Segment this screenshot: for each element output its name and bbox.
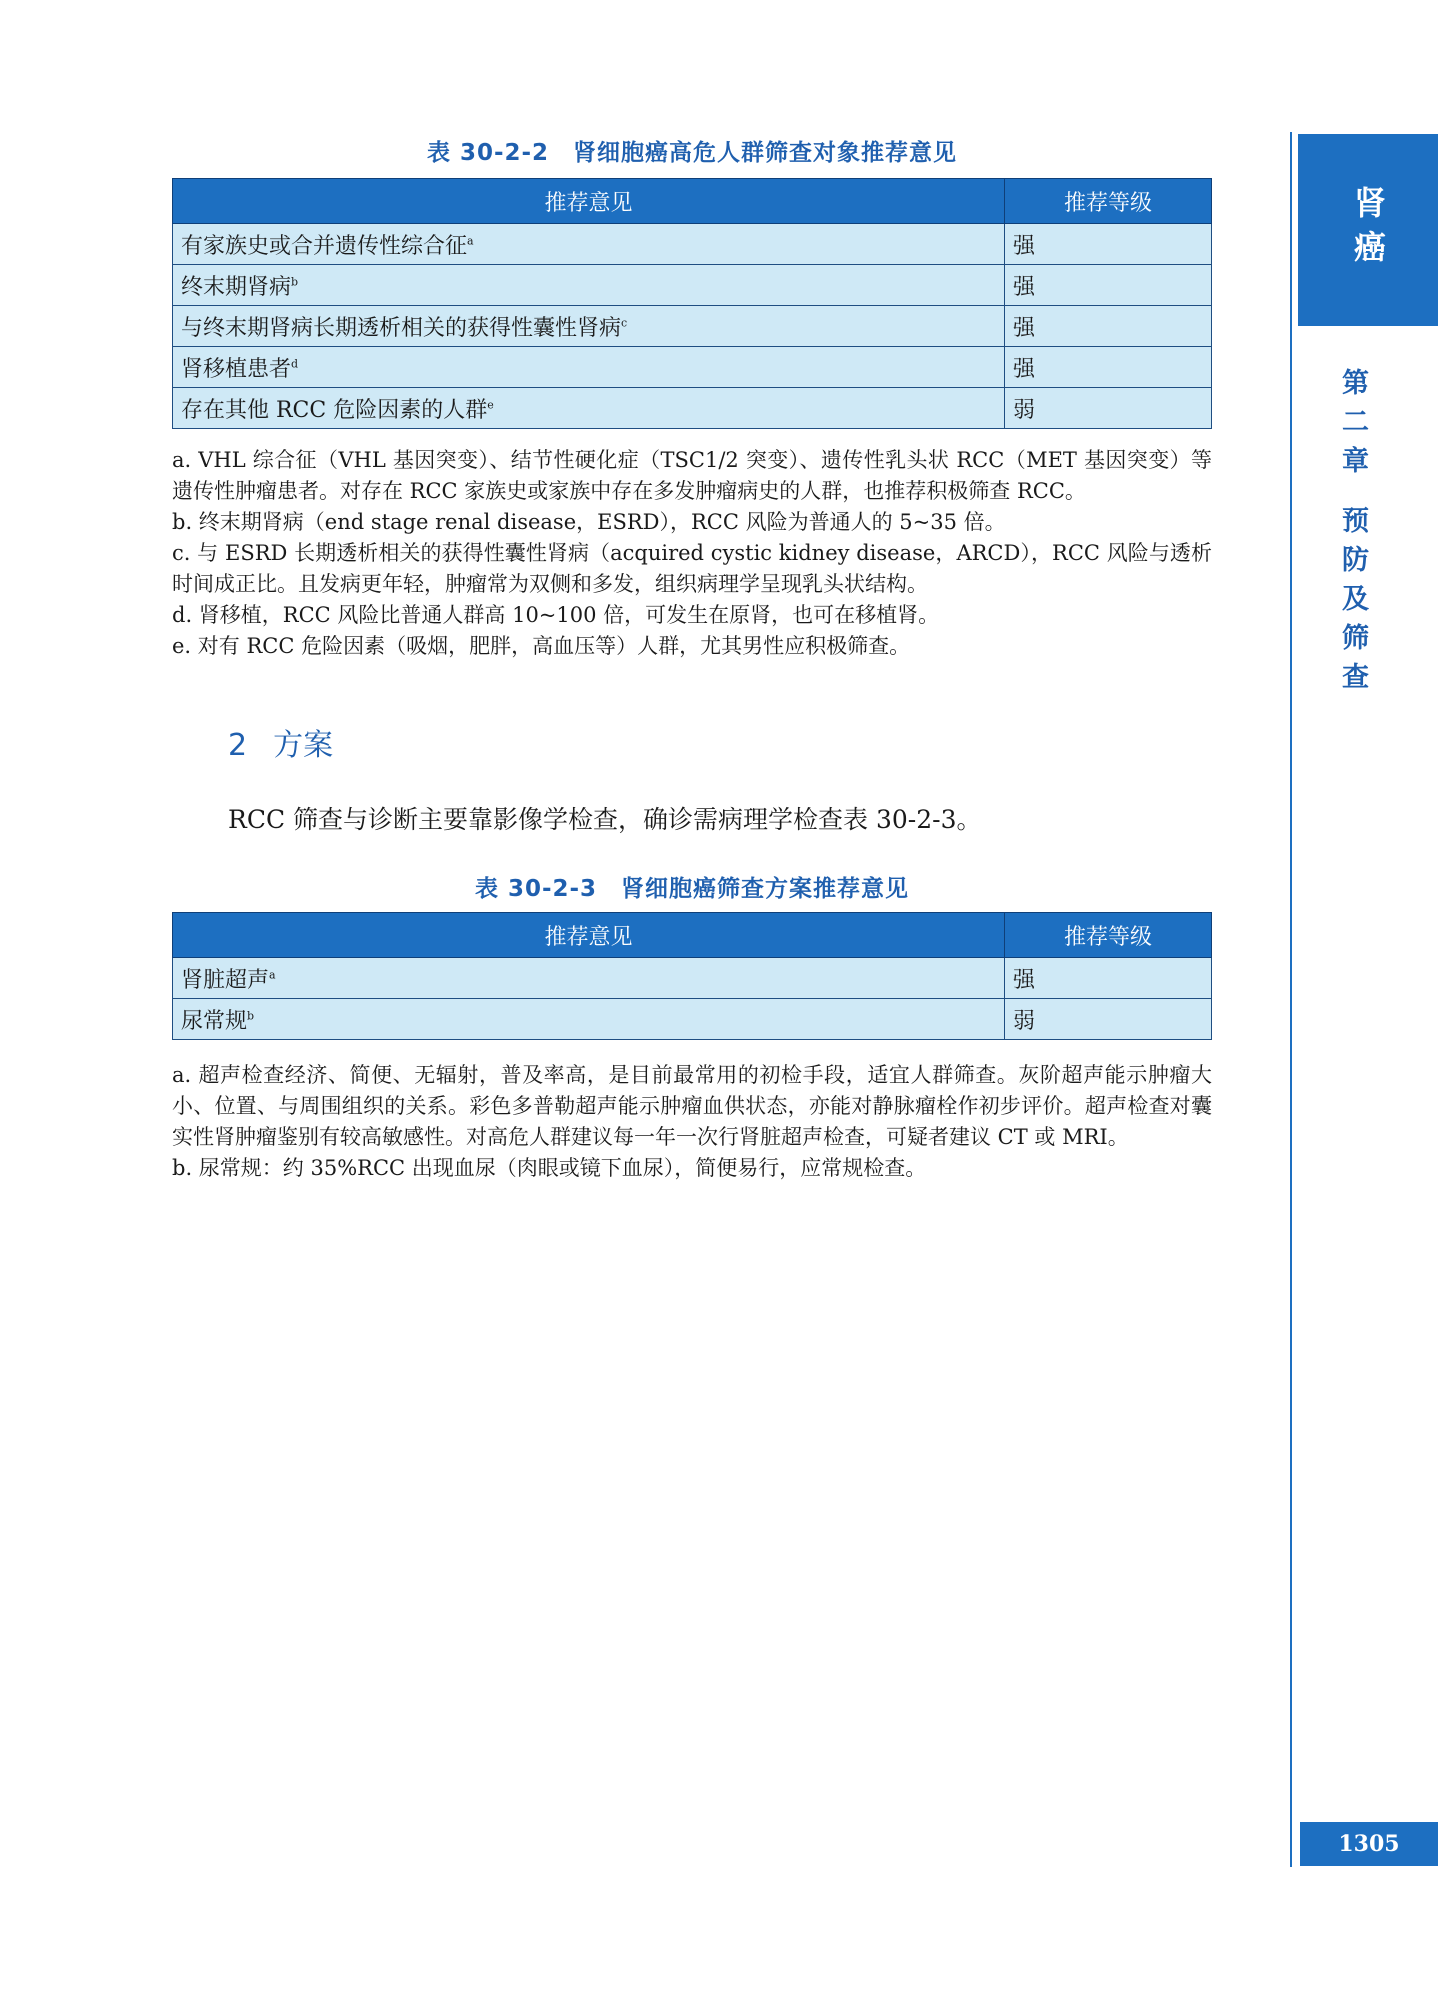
table1-header-recommendation: 推荐意见 (173, 179, 1005, 224)
table-row (173, 958, 1212, 999)
footnote-mark: e (487, 398, 494, 412)
footnote-mark: a (467, 234, 474, 248)
row-grade: 弱 (1005, 999, 1212, 1040)
row-grade: 强 (1005, 958, 1212, 999)
section-title: 方案 (273, 728, 334, 763)
section-heading (228, 720, 333, 764)
table2-caption: 表 30-2-3 肾细胞癌筛查方案推荐意见 (474, 876, 910, 902)
row-text: 终末期肾病 (181, 274, 292, 300)
table2-footnotes (172, 1060, 1212, 1184)
table-row (173, 265, 1212, 306)
footnote-d: d. 肾移植，RCC 风险比普通人群高 10~100 倍，可发生在原肾，也可在移植肾。 (172, 603, 940, 627)
section-number: 2 (228, 728, 248, 763)
footnote-mark: a (269, 968, 276, 982)
footnote-mark: d (291, 357, 299, 371)
table2-header-recommendation: 推荐意见 (173, 913, 1005, 958)
row-grade: 强 (1005, 347, 1212, 388)
table2 (172, 912, 1212, 1040)
table1-caption: 表 30-2-2 肾细胞癌高危人群筛查对象推荐意见 (426, 140, 958, 166)
table1-footnotes (172, 445, 1212, 662)
table-row (173, 306, 1212, 347)
chapter-label (1333, 368, 1372, 708)
footnote-mark: c (621, 316, 628, 330)
row-text: 尿常规 (181, 1008, 248, 1034)
chapter-label-text: 第二章 预防及筛查 (1337, 368, 1368, 702)
page-number: 1305 (1300, 1822, 1438, 1866)
margin-rule (1290, 132, 1292, 1867)
table-row (173, 999, 1212, 1040)
row-grade: 强 (1005, 306, 1212, 347)
table-row (173, 224, 1212, 265)
chapter-tab-label: 肾癌 (1349, 186, 1387, 274)
row-text: 存在其他 RCC 危险因素的人群 (181, 397, 488, 423)
row-text: 有家族史或合并遗传性综合征 (181, 233, 468, 259)
row-text: 肾脏超声 (181, 967, 270, 993)
footnote-c: c. 与 ESRD 长期透析相关的获得性囊性肾病（acquired cystic kidney disease，ARCD），RCC 风险与透析时间成正比。且发病更年轻，肿瘤常为双侧和多发，组织病理学呈现乳头状结构。 (172, 541, 1212, 596)
section-body: RCC 筛查与诊断主要靠影像学检查，确诊需病理学检查表 30-2-3。 (228, 805, 982, 834)
footnote-e: e. 对有 RCC 危险因素（吸烟，肥胖，高血压等）人群，尤其男性应积极筛查。 (172, 634, 911, 658)
footnote-a: a. 超声检查经济、简便、无辐射，普及率高，是目前最常用的初检手段，适宜人群筛查。灰阶超声能示肿瘤大小、位置、与周围组织的关系。彩色多普勒超声能示肿瘤血供状态，亦能对静脉瘤栓作初步评价。超声检查对囊实性肾肿瘤鉴别有较高敏感性。对高危人群建议每一年一次行肾脏超声检查，可疑者建议 CT 或 MRI。 (172, 1063, 1212, 1149)
row-grade: 弱 (1005, 388, 1212, 429)
row-grade: 强 (1005, 224, 1212, 265)
table1-header-grade: 推荐等级 (1005, 179, 1212, 224)
footnote-b: b. 终末期肾病（end stage renal disease，ESRD），RCC 风险为普通人的 5~35 倍。 (172, 510, 1006, 534)
footnote-b: b. 尿常规：约 35%RCC 出现血尿（肉眼或镜下血尿），简便易行，应常规检查。 (172, 1156, 927, 1180)
row-grade: 强 (1005, 265, 1212, 306)
footnote-mark: b (247, 1009, 255, 1023)
table1 (172, 178, 1212, 429)
chapter-tab (1298, 134, 1438, 326)
table-row (173, 388, 1212, 429)
footnote-mark: b (291, 275, 299, 289)
row-text: 与终末期肾病长期透析相关的获得性囊性肾病 (181, 315, 622, 341)
table2-header-grade: 推荐等级 (1005, 913, 1212, 958)
table-row (173, 347, 1212, 388)
footnote-a: a. VHL 综合征（VHL 基因突变）、结节性硬化症（TSC1/2 突变）、遗传性乳头状 RCC（MET 基因突变）等遗传性肿瘤患者。对存在 RCC 家族史或家族中存在多发肿瘤病史的人群，也推荐积极筛查 RCC。 (172, 448, 1212, 503)
row-text: 肾移植患者 (181, 356, 292, 382)
